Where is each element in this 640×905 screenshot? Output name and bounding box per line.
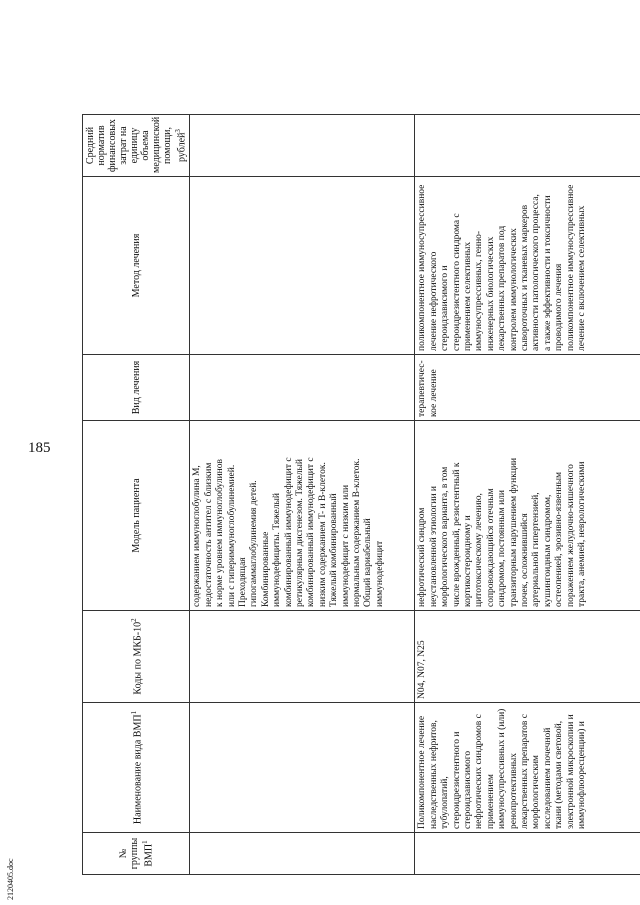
page-number: 185 (28, 440, 51, 456)
header-group-number: № группы ВМП$^1$ (83, 833, 190, 875)
cell-group (415, 833, 640, 875)
header-icd-codes: Коды по МКБ-$10^2$ (83, 611, 190, 703)
header-treatment-method: Метод лечения (83, 177, 190, 355)
cell-patient-model: содержанием иммуноглобулина M, недостаточность антител с близким к норме уровнем иммуноглобулинов или с гипериммуноглобулинемией. Преходящая гипогаммаглобулинемия детей. Комбинированные иммунодефициты. Тяжелый комбинированный иммунодефицит с ретикулярным дисгенезом. Тяжелый комбинированный иммунодефицит с низким содержанием T- и B-клеток. Тяжелый комбинированный иммунодефицит с низким или нормальным содержанием B-клеток. Общий вариабельный иммунодефицит (190, 421, 415, 611)
cell-group (190, 833, 415, 875)
rotated-table-area (82, 115, 622, 875)
cell-codes (190, 611, 415, 703)
cell-cost (190, 115, 415, 177)
table-header-row (83, 115, 190, 875)
cell-treatment: терапевтичес- кое лечение (415, 355, 640, 421)
cell-treatment (190, 355, 415, 421)
cell-name: Поликомпонентное лечение наследственных нефритов, тубулопатий, стероидрезистентного и стероидзависимого нефротических синдромов с применением иммуносупрессивных и (или) ренопротективных лекарственных препаратов с морфологическим исследованием почечной ткани (методами световой, электронной микроскопии и иммунофлюоресценции) и (415, 703, 640, 833)
header-treatment-type: Вид лечения (83, 355, 190, 421)
cell-method: поликомпонентное иммуносупрессивное лечение нефротического стероидзависимого и стероидрезистентного синдрома с применением селективных иммуносупрессивных, генно- инженерных биологических лекарственных препаратов под контролем иммунологических сывороточных и тканевых маркеров активности патологического процесса, а также эффективности и токсичности проводимого лечения поликомпонентное иммуносупрессивное лечение с включением селективных (415, 177, 640, 355)
vmp-table (82, 114, 640, 875)
header-patient-model: Модель пациента (83, 421, 190, 611)
header-vmp-name: Наименование вида ВМП$^1$ (83, 703, 190, 833)
cell-name (190, 703, 415, 833)
cell-patient-model: нефротический синдром неустановленной этиологии и морфологического варианта, в том числе врожденный, резистентный к кортикостероидному и цитотоксическому лечению, сопровождающийся отечным синдромом, постоянным или транзиторным нарушением функции почек, осложнившийся артериальной гипертензией, кушингоидным синдромом, остеопенией, эрозивно-язвенным поражением желудочно-кишечного тракта, анемией, неврологическими (415, 421, 640, 611)
table-row (190, 115, 415, 875)
table-row (415, 115, 640, 875)
cell-codes: N04, N07, N25 (415, 611, 640, 703)
cell-cost (415, 115, 640, 177)
cell-method (190, 177, 415, 355)
header-cost-norm: Средний норматив финансовых затрат на единицу объема медицинской помощи, рублей$^3$ (83, 115, 190, 177)
file-name-footer: 2120405.doc (6, 858, 15, 900)
